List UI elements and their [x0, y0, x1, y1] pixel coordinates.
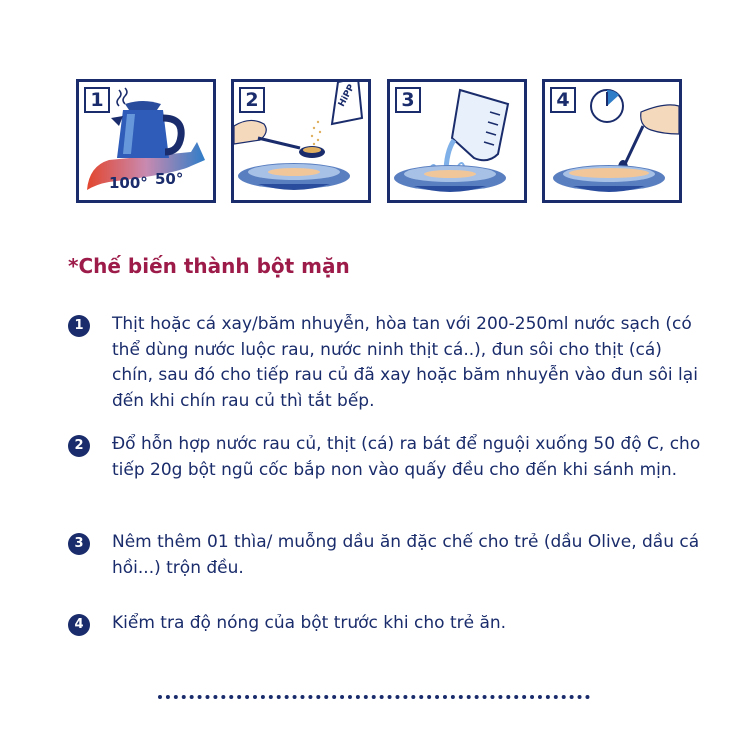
step-panel-2 — [231, 79, 371, 203]
instruction-text: Kiểm tra độ nóng của bột trước khi cho trẻ ăn. — [112, 613, 507, 633]
panel-number: 3 — [395, 87, 421, 113]
step-panel-3 — [387, 79, 527, 203]
dotted-divider — [158, 695, 590, 699]
panel-number: 1 — [84, 87, 110, 113]
instruction-text: Thịt hoặc cá xay/băm nhuyễn, hòa tan với 200-250ml nước sạch (có thể dùng nước luộc rau, nước ninh thịt cá..), đun sôi cho thịt (cá) chín, sau đó cho tiếp rau củ đã xay hoặc băm nhuyễn vào đun sôi lại đến khi chín rau củ thì tắt bếp. — [112, 314, 698, 411]
step-number-badge: 2 — [68, 435, 90, 457]
instruction-text: Nêm thêm 01 thìa/ muỗng dầu ăn đặc chế cho trẻ (dầu Olive, dầu cá hồi...) trộn đều. — [112, 532, 700, 578]
temperature-label: 50° — [155, 170, 184, 188]
step-number-badge: 1 — [68, 315, 90, 337]
step-number-badge: 4 — [68, 614, 90, 636]
section-heading: *Chế biến thành bột mặn — [68, 254, 350, 278]
instruction-text: Đổ hỗn hợp nước rau củ, thịt (cá) ra bát để nguội xuống 50 độ C, cho tiếp 20g bột ngũ cốc bắp non vào quấy đều cho đến khi sánh mịn. — [112, 434, 701, 480]
step-panel-1 — [76, 79, 216, 203]
temperature-label: 100° — [109, 174, 148, 192]
panel-number: 2 — [239, 87, 265, 113]
brand-label: HiPP — [337, 82, 358, 109]
step-panel-4 — [542, 79, 682, 203]
panel-number: 4 — [550, 87, 576, 113]
step-number-badge: 3 — [68, 533, 90, 555]
